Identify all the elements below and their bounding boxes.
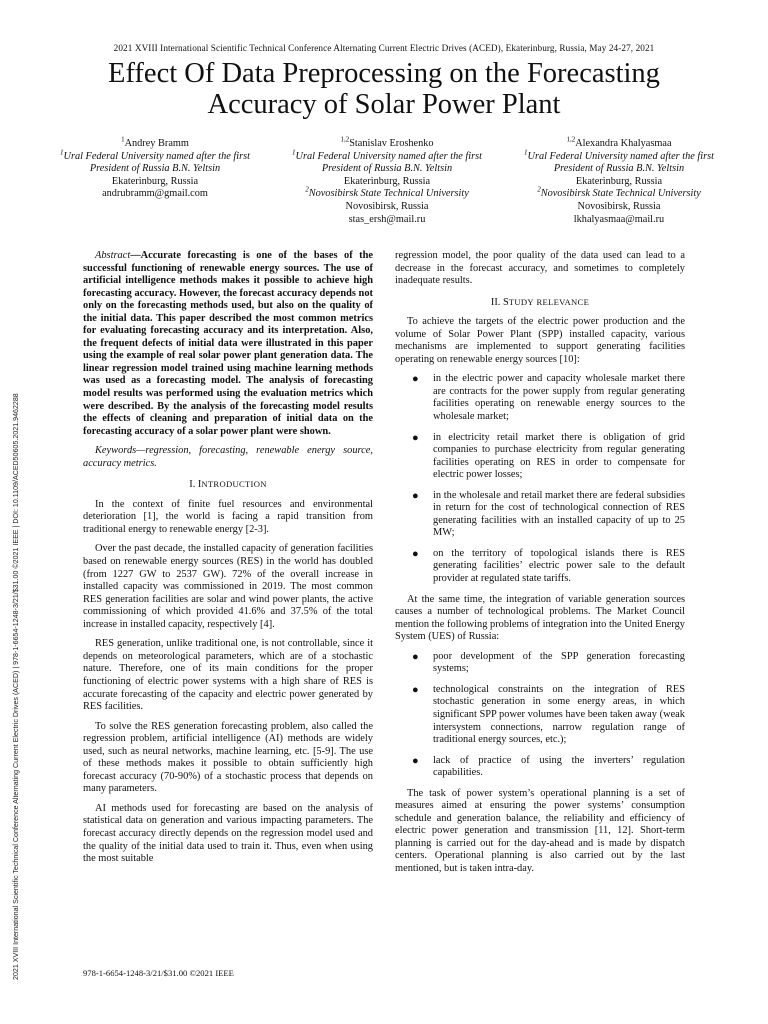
author-city-2: Novosibirsk, Russia [577, 200, 661, 212]
section-heading-introduction [83, 478, 373, 492]
list-item [395, 548, 685, 586]
bullet-icon: ● [412, 754, 419, 767]
author-city: Ekaterinburg, Russia [343, 175, 431, 187]
list-item [395, 490, 685, 540]
section-title-rest: TUDY [508, 296, 534, 307]
section-number: I. [189, 479, 196, 491]
list-item-text: lack of practice of using the inverters’ regulation capabilities. [433, 754, 685, 779]
list-item-text: on the territory of topological islands there is RES generating facilities’ electric power sale to the default provider at regulated state tariffs. [433, 547, 685, 585]
author-city: Ekaterinburg, Russia [575, 175, 663, 187]
section-number: II. [490, 296, 501, 308]
author-sup: 1,2 [340, 135, 350, 144]
section-heading-study-relevance [395, 296, 685, 310]
list-item-text: poor development of the SPP generation forecasting systems; [433, 650, 685, 675]
author-2 [284, 135, 490, 226]
relevance-last: The task of power system’s operational planning is a set of measures aimed at ensuring the power systems’ consumption schedule and generation balance, the reliability and efficiency of electric power generation and transmission [11, 12]. Short-term planning is carried out for the day-ahead and is made by dispatch centers. Operational planning is also carried out by the last mentioned, but is taken intra-day. [395, 787, 685, 874]
affiliation-sup: 1 [60, 148, 64, 157]
list-item [395, 373, 685, 423]
conference-header: 2021 XVIII International Scientific Technical Conference Alternating Current Electric Drives (ACED), Ekaterinburg, Russia, May 24-27, 2021 [113, 43, 655, 53]
author-name: Andrey Bramm [124, 138, 189, 149]
relevance-intro: To achieve the targets of the electric power production and the volume of Solar Power Plant (SPP) installed capacity, various mechanisms are implemented to support generating facilities operating on renewable energy sources [10]: [395, 316, 685, 365]
list-item-text: in the electric power and capacity wholesale market there are contracts for the power supply from regular generating facilities operating on renewable energy sources to the wholesale market; [433, 373, 685, 423]
paper-title: Effect Of Data Preprocessing on the Forecasting Accuracy of Solar Power Plant [108, 58, 660, 120]
author-affiliation: Ural Federal University named after the first President of Russia B.N. Yeltsin [295, 150, 482, 175]
support-mechanisms-list [395, 373, 685, 585]
author-block [52, 135, 722, 226]
author-affiliation-2: Novosibirsk State Technical University [540, 188, 701, 200]
author-email: stas_ersh@mail.ru [348, 213, 426, 225]
bullet-icon: ● [412, 683, 419, 696]
bullet-icon: ● [412, 489, 419, 502]
author-affiliation: Ural Federal University named after the first President of Russia B.N. Yeltsin [63, 150, 250, 175]
abstract-label: Abstract [95, 250, 131, 261]
side-margin-note: 2021 XVIII International Scientific Technical Conference Alternating Current Electric Drives (ACED) | 978-1-6654-1248-3/21/$31.00 ©2021 IEEE | DOI: 10.1109/ACED50605.2021.9462288 [12, 393, 20, 980]
author-email: lkhalyasmaa@mail.ru [573, 213, 665, 225]
list-item [395, 651, 685, 676]
author-affiliation: Ural Federal University named after the first President of Russia B.N. Yeltsin [527, 150, 714, 175]
author-1 [52, 135, 258, 226]
integration-problems-list [395, 651, 685, 780]
author-email: andrubramm@gmail.com [102, 188, 208, 200]
relevance-middle: At the same time, the integration of variable generation sources causes a number of technological problems. The Market Council mention the following problems of integration into the United Energy System (UES) of Russia: [395, 593, 685, 643]
author-name: Stanislav Eroshenko [349, 138, 434, 149]
keywords: Keywords—regression, forecasting, renewable energy source, accuracy metrics. [83, 445, 373, 469]
author-name: Alexandra Khalyasmaa [575, 138, 672, 149]
section-title-initial: S [503, 296, 509, 308]
intro-paragraph-4: To solve the RES generation forecasting problem, also called the regression problem, artificial intelligence (AI) methods are widely used, such as neural networks, machine learning, etc. [5-9]. The use of these methods makes it possible to obtain sufficiently high forecast accuracy (70-90%) of a stochastic process that depends on many parameters. [83, 720, 373, 795]
affiliation-sup: 1 [524, 148, 528, 157]
bullet-icon: ● [412, 547, 419, 560]
intro-paragraph-5: AI methods used for forecasting are based on the analysis of statistical data on generation and various impacting parameters. The forecast accuracy directly depends on the regression model used and the quality of the initial data used to train it. Thus, even when using the most suitable [83, 802, 373, 865]
section-title-initial: I [197, 479, 202, 491]
intro-continuation: regression model, the poor quality of the data used can lead to a decrease in the forecast accuracy, and sometimes to completely inadequate results. [395, 250, 685, 287]
list-item [395, 684, 685, 747]
bullet-icon: ● [412, 650, 419, 663]
author-affiliation-2: Novosibirsk State Technical University [308, 188, 469, 200]
list-item-text: technological constraints on the integration of RES stochastic generation in some energy areas, in which significant SPP power volumes have been taken away (weak intersystem connections, narrow regulation range of traditional energy sources, etc.); [433, 683, 685, 746]
bullet-icon: ● [412, 373, 419, 386]
abstract [83, 250, 373, 438]
list-item [395, 755, 685, 780]
bullet-icon: ● [412, 431, 419, 444]
author-city-2: Novosibirsk, Russia [345, 200, 429, 212]
author-city: Ekaterinburg, Russia [111, 175, 199, 187]
intro-paragraph-2: Over the past decade, the installed capacity of generation facilities based on renewable energy sources (RES) in the world has doubled (from 1227 GW to 2537 GW). 72% of the overall increase in installed capacity was commissioned in 2019. The most common RES generation facilities are solar and wind power plants, the active commissioning of which provided 41.6% and 37.5% of the total increase in installed capacity, respectively [4]. [83, 543, 373, 630]
list-item [395, 432, 685, 482]
page-footer: 978-1-6654-1248-3/21/$31.00 ©2021 IEEE [83, 968, 234, 978]
intro-paragraph-3: RES generation, unlike traditional one, is not controllable, since it depends on meteorological parameters, which are of a stochastic nature. Therefore, one of its main conditions for the proper functioning of electric power systems with a high share of RES is accurate forecasting of the capacity and electric power generated by RES facilities. [83, 638, 373, 713]
affiliation-sup: 2 [537, 185, 541, 194]
author-sup: 1,2 [566, 135, 576, 144]
list-item-text: in the wholesale and retail market there are federal subsidies in return for the cost of technological connection of RES generating facilities with an installed capacity of up to 25 MW; [433, 489, 685, 539]
affiliation-sup: 1 [292, 148, 296, 157]
left-column [83, 250, 373, 873]
author-sup: 1 [121, 135, 125, 144]
section-title-second-word: RELEVANCE [536, 296, 590, 307]
right-column [395, 250, 685, 883]
section-title-rest: NTRODUCTION [201, 479, 267, 490]
author-3 [516, 135, 722, 226]
abstract-text: —Accurate forecasting is one of the bases of the successful functioning of renewable energy sources. The use of artificial intelligence methods makes it possible to achieve high forecasting accuracy. However, the forecast accuracy depends not only on the forecasting methods used, but also on the quality of the initial data. This paper described the most common metrics for evaluating forecasting accuracy and its interpretation. Also, the frequent defects of initial data were illustrated in this paper using the example of real solar power plant generation data. The linear regression model trained using machine learning methods was used as a forecasting model. The analysis of forecasting model results was performed using the evaluation metrics which were described. By the analysis of the forecasting model results the effects of cleaning and preparation of initial data on the forecasting accuracy of a solar power plant were shown. [83, 250, 373, 437]
list-item-text: in electricity retail market there is obligation of grid companies to purchase electricity from regular generating facilities operating on RES in order to compensate for electric power losses; [433, 431, 685, 481]
intro-paragraph-1: In the context of finite fuel resources and environmental deterioration [1], the world is facing a rapid transition from traditional energy to renewable energy [2-3]. [83, 498, 373, 535]
affiliation-sup: 2 [305, 185, 309, 194]
